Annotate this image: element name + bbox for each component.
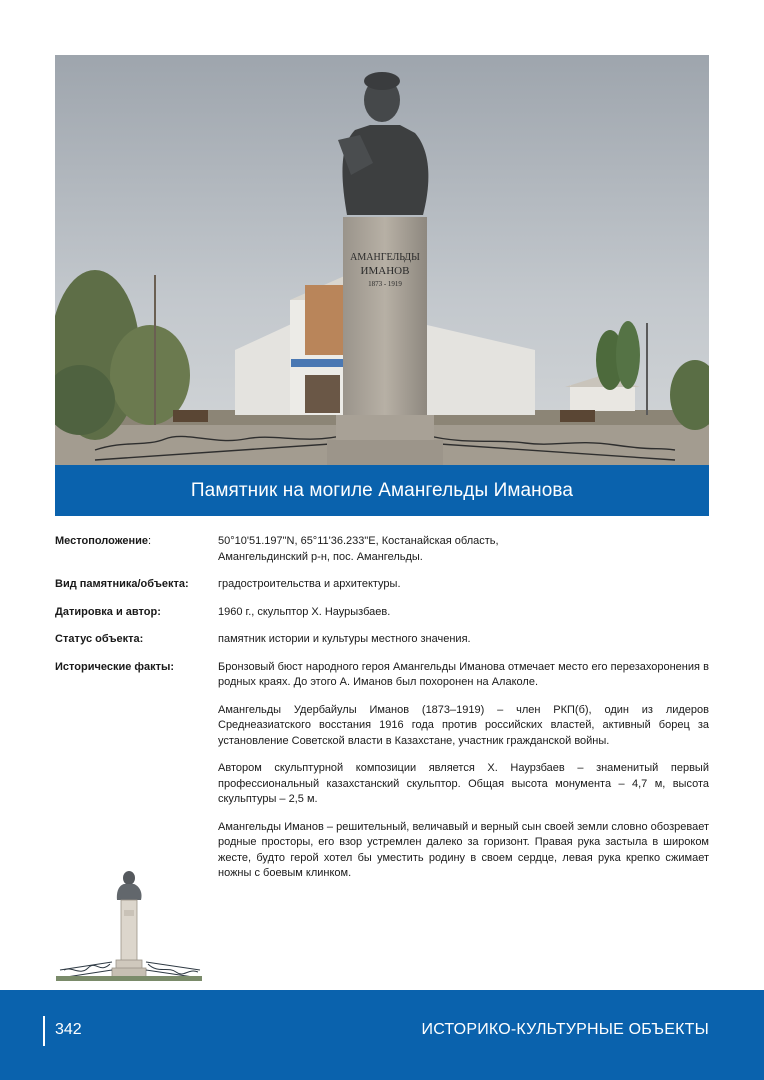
monument-photo [55, 55, 709, 465]
status-label: Статус объекта: [55, 633, 144, 645]
object-info-table [55, 534, 709, 894]
type-value: градостроительства и архитектуры. [218, 578, 401, 590]
location-label-colon: : [148, 535, 152, 547]
type-label: Вид памятника/объекта: [55, 578, 189, 590]
monument-photo-illustration [55, 55, 709, 465]
history-paragraph: Автором скульптурной композиции является Х. Наурзбаев – знаменитый первый профессиональный казахстанский скульптор. Общая высота монумента – 4,7 м, высота скульптуры – 2,5 м. [218, 762, 709, 805]
location-row [55, 534, 709, 565]
history-paragraph: Амангельды Удербайулы Иманов (1873–1919) – член РКП(б), один из лидеров Среднеазиатского восстания 1916 года против российских властей, активный борец за установление Советской власти в Казахстане, участник гражданской войны. [218, 703, 709, 747]
location-line-2: Амангельдинский р-н, пос. Амангельды. [218, 550, 423, 563]
location-line-1: 50°10'51.197"N, 65°11'36.233"E, Костанайская область, [218, 535, 499, 547]
monument-sketch-illustration [54, 866, 204, 984]
location-label-text: Местоположение [55, 535, 149, 547]
status-row [55, 632, 709, 648]
status-value: памятник истории и культуры местного значения. [218, 633, 471, 645]
monument-sketch [54, 866, 204, 984]
history-paragraph: Амангельды Иманов – решительный, величавый и верный сын своей земли словно обозревает родные просторы, его взор устремлен далеко за горизонт. Правая рука застыла в широком жесте, будто герой хотел бы уместить родину в своем сердце, левая рука крепко сжимает ножны с боевым клинком. [218, 820, 709, 879]
dating-label: Датировка и автор: [55, 605, 161, 618]
type-row [55, 577, 709, 593]
page-title: Памятник на могиле Амангельды Иманова [55, 465, 709, 516]
dating-value: 1960 г., скульптор Х. Наурызбаев. [218, 605, 391, 618]
location-label [55, 534, 218, 565]
page-number: 342 [55, 1021, 82, 1038]
history-row [55, 660, 709, 882]
page-footer [0, 990, 764, 1080]
history-label: Исторические факты: [55, 660, 175, 673]
history-value [218, 660, 709, 882]
location-value [218, 534, 709, 565]
pedestal-inscription-name-2: ИМАНОВ [360, 265, 410, 277]
dating-row [55, 605, 709, 621]
section-title: ИСТОРИКО-КУЛЬТУРНЫЕ ОБЪЕКТЫ [421, 1021, 709, 1038]
pedestal-inscription-years: 1873 - 1919 [368, 280, 402, 288]
pedestal-inscription-name-1: АМАНГЕЛЬДЫ [350, 252, 420, 263]
history-paragraph: Бронзовый бюст народного героя Амангельды Иманова отмечает место его перезахоронения в родных краях. До этого А. Иманов был похоронен на Алаколе. [218, 660, 709, 688]
footer-divider [43, 1016, 45, 1046]
